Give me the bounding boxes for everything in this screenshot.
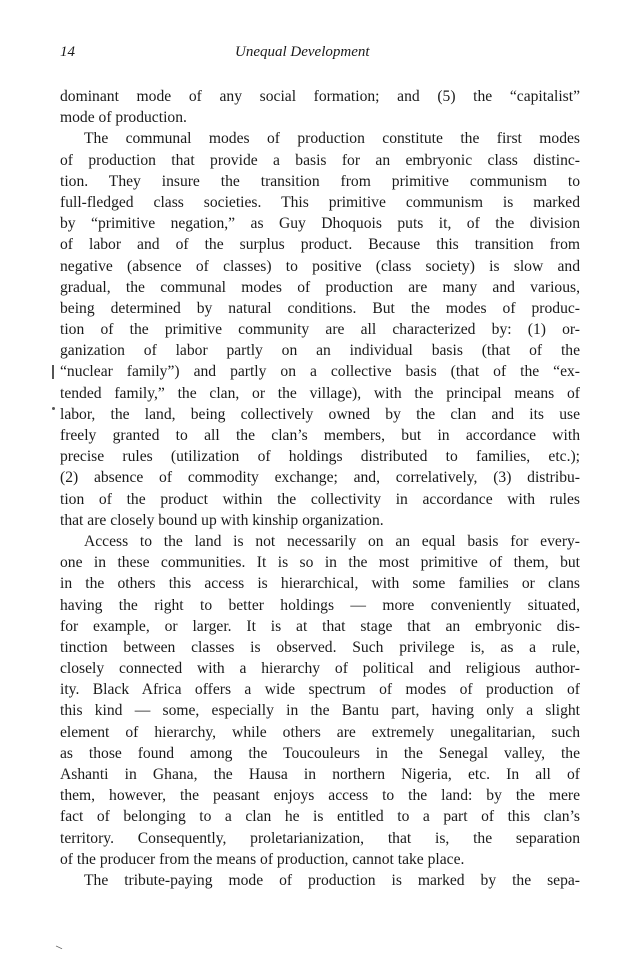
text-line: labor, the land, being collectively owned by the clan and its use — [60, 405, 580, 423]
text-line: ity. Black Africa offers a wide spectrum of modes of production of — [60, 681, 580, 699]
text-line: full-fledged class societies. This primitive communism is marked — [60, 193, 580, 211]
text-line: mode of production. — [60, 109, 187, 127]
body-text — [60, 86, 580, 891]
text-line: this kind — some, especially in the Bantu part, having only a slight — [60, 702, 580, 720]
text-line: tended family,” the clan, or the village), with the principal means of — [60, 384, 580, 402]
page-number: 14 — [60, 44, 75, 60]
text-line: gradual, the communal modes of production are many and various, — [60, 278, 580, 296]
text-line: element of hierarchy, while others are extremely unegalitarian, such — [60, 723, 580, 741]
text-line: The tribute-paying mode of production is marked by the sepa- — [84, 871, 580, 889]
text-line: (2) absence of commodity exchange; and, correlatively, (3) distribu- — [60, 469, 580, 487]
text-line: of the producer from the means of production, cannot take place. — [60, 850, 465, 868]
text-line: tion of the primitive community are all characterized by: (1) or- — [60, 321, 580, 339]
text-line: The communal modes of production constitute the first modes — [84, 130, 580, 148]
text-line: being determined by natural conditions. But the modes of produc- — [60, 299, 580, 317]
text-line: having the right to better holdings — more conveniently situated, — [60, 596, 580, 614]
text-line: ganization of labor partly on an individual basis (that of the — [60, 342, 580, 360]
text-line: precise rules (utilization of holdings distributed to families, etc.); — [60, 448, 580, 466]
text-line: tinction between classes is observed. Such privilege is, as a rule, — [60, 638, 580, 656]
text-line: negative (absence of classes) to positive (class society) is slow and — [60, 257, 580, 275]
text-line: Access to the land is not necessarily on an equal basis for every- — [84, 532, 580, 550]
text-line: in the others this access is hierarchical, with some families or clans — [60, 575, 580, 593]
text-line: for example, or larger. It is at that stage that an embryonic dis- — [60, 617, 580, 635]
text-line: them, however, the peasant enjoys access to the land: by the mere — [60, 787, 580, 805]
margin-mark: ⸜ — [52, 937, 65, 954]
text-line: tion of the product within the collectivity in accordance with rules — [60, 490, 580, 508]
text-line: territory. Consequently, proletarianization, that is, the separation — [60, 829, 580, 847]
text-line: as those found among the Toucouleurs in the Senegal valley, the — [60, 744, 580, 762]
text-line: freely granted to all the clan’s members, but in accordance with — [60, 427, 580, 444]
text-line: one in these communities. It is so in the most primitive of them, but — [60, 554, 580, 572]
text-line: of production that provide a basis for an embryonic class distinc- — [60, 151, 580, 169]
text-line: dominant mode of any social formation; and (5) the “capitalist” — [60, 88, 580, 105]
text-line: by “primitive negation,” as Guy Dhoquois puts it, of the division — [60, 215, 580, 233]
text-line: that are closely bound up with kinship organization. — [60, 511, 384, 529]
running-title: Unequal Development — [235, 44, 370, 60]
page-header — [60, 44, 580, 66]
text-line: of labor and of the surplus product. Because this transition from — [60, 236, 580, 254]
text-line: “nuclear family”) and partly on a collective basis (that of the “ex- — [60, 363, 580, 381]
text-line: fact of belonging to a clan he is entitled to a part of this clan’s — [60, 808, 580, 826]
margin-mark — [52, 365, 54, 379]
text-line: Ashanti in Ghana, the Hausa in northern Nigeria, etc. In all of — [60, 766, 580, 783]
text-line: closely connected with a hierarchy of political and religious author- — [60, 660, 580, 678]
text-line: tion. They insure the transition from primitive communism to — [60, 172, 580, 190]
margin-mark — [52, 407, 55, 410]
